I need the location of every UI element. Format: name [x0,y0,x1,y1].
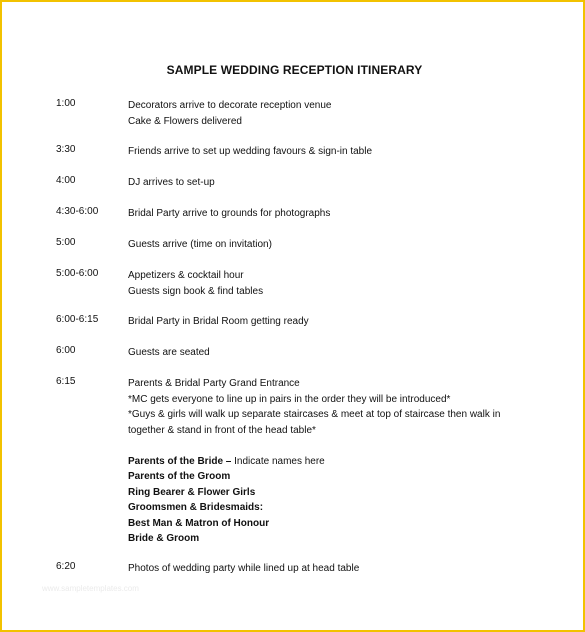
entry-time: 1:00 [56,98,76,109]
entry-description [128,376,513,547]
entry-description [128,98,513,129]
entry-time: 3:30 [56,144,76,155]
entry-line: Appetizers & cocktail hour [128,270,244,281]
entry-line: *Guys & girls will walk up separate staircases & meet at top of staircase then walk in [128,409,501,420]
entry-line: Guests are seated [128,347,210,358]
intro-best-man: Best Man & Matron of Honour [128,517,270,529]
watermark: www.sampletemplates.com [42,584,139,593]
entry-description [128,268,513,299]
entry-line: Photos of wedding party while lined up at head table [128,563,360,574]
entry-line: DJ arrives to set-up [128,177,215,188]
intro-bride-groom: Bride & Groom [128,533,200,544]
entry-line: Decorators arrive to decorate reception venue [128,100,332,111]
document-title: SAMPLE WEDDING RECEPTION ITINERARY [166,63,423,77]
entry-time: 6:15 [56,376,76,387]
intro-groomsmen: Groomsmen & Bridesmaids: [128,502,264,513]
entry-time: 6:00 [56,345,76,356]
entry-line: Cake & Flowers delivered [128,115,242,127]
entry-description [128,345,513,361]
entry-description [128,237,513,253]
entry-time: 6:00-6:15 [56,314,99,325]
entry-line: Parents & Bridal Party Grand Entrance [128,378,300,389]
intro-note: Indicate names here [231,455,325,467]
entry-time: 6:20 [56,561,76,572]
entry-time: 5:00-6:00 [56,268,99,279]
entry-description [128,561,513,577]
entry-line: Guests arrive (time on invitation) [128,239,272,250]
entry-line: Bridal Party arrive to grounds for photographs [128,208,331,219]
entry-line: *MC gets everyone to line up in pairs in the order they will be introduced* [128,393,451,405]
entry-line: Bridal Party in Bridal Room getting ready [128,316,309,327]
entry-line: Guests sign book & find tables [128,285,264,297]
entry-description [128,314,513,330]
entry-line: Friends arrive to set up wedding favours & sign-in table [128,146,373,157]
entry-time: 4:00 [56,175,76,186]
intro-label: Parents of the Bride – [128,455,232,467]
intro-ring-bearer: Ring Bearer & Flower Girls [128,486,256,498]
entry-time: 4:30-6:00 [56,206,99,217]
entry-description [128,144,513,160]
intro-parents-groom: Parents of the Groom [128,471,231,482]
entry-line: together & stand in front of the head table* [128,424,316,436]
intro-parents-bride [128,454,513,470]
spacer [128,438,513,454]
entry-time: 5:00 [56,237,76,248]
entry-description [128,175,513,191]
entry-description [128,206,513,222]
